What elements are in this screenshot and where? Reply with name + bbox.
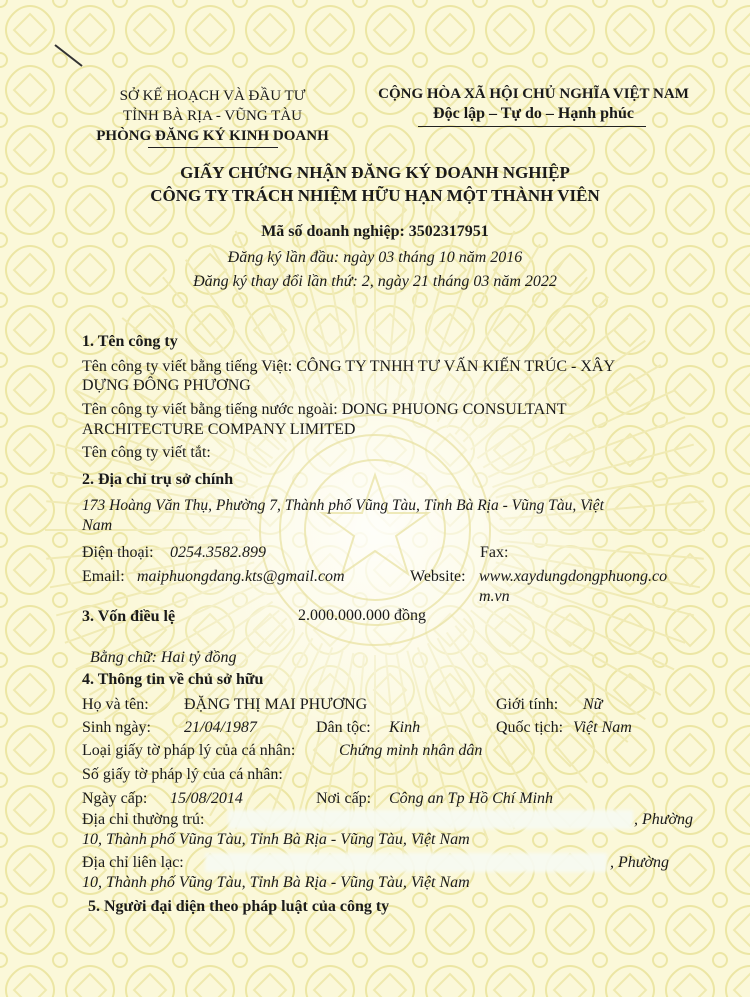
head-office-address-line2: Nam — [82, 517, 113, 534]
permanent-address-line2: 10, Thành phố Vũng Tàu, Tỉnh Bà Rịa - Vũng Tàu, Việt Nam — [82, 831, 470, 848]
phone-label: Điện thoại: — [82, 544, 154, 561]
ethnic-value: Kinh — [389, 719, 421, 736]
contact-address-label: Địa chỉ liên lạc: — [82, 854, 184, 871]
phone-value: 0254.3582.899 — [170, 544, 266, 561]
document-title-line2: CÔNG TY TRÁCH NHIỆM HỮU HẠN MỘT THÀNH VIÊN — [150, 186, 600, 205]
document-title-line1: GIẤY CHỨNG NHẬN ĐĂNG KÝ DOANH NGHIỆP — [180, 163, 570, 182]
nationality-value: Việt Nam — [573, 719, 632, 736]
section1-heading: 1. Tên công ty — [82, 333, 178, 350]
gender-label: Giới tính: — [496, 696, 559, 713]
redacted-permanent-address — [228, 810, 633, 829]
section2-heading: 2. Địa chỉ trụ sở chính — [82, 471, 234, 488]
legal-doc-number-label: Số giấy tờ pháp lý của cá nhân: — [82, 766, 283, 783]
header-left-line3: PHÒNG ĐĂNG KÝ KINH DOANH — [96, 128, 329, 144]
owner-name-value: ĐẶNG THỊ MAI PHƯƠNG — [184, 696, 368, 713]
website-label: Website: — [410, 568, 466, 585]
contact-address-tail: , Phường — [610, 854, 670, 871]
change-registration: Đăng ký thay đổi lần thứ: 2, ngày 21 tháng 03 năm 2022 — [193, 273, 557, 290]
email-label: Email: — [82, 568, 125, 585]
header-left-line2: TỈNH BÀ RỊA - VŨNG TÀU — [122, 108, 303, 124]
dob-label: Sinh ngày: — [82, 719, 151, 736]
company-name-vn-value: CÔNG TY TNHH TƯ VẤN KIẾN TRÚC - XÂY — [296, 358, 616, 375]
header-right-line2: Độc lập – Tự do – Hạnh phúc — [433, 105, 634, 122]
permanent-address-tail: , Phường — [634, 811, 694, 828]
company-name-foreign-value: DONG PHUONG CONSULTANT — [341, 401, 567, 418]
legal-doc-type-value: Chứng minh nhân dân — [339, 742, 483, 759]
company-name-foreign-line1 — [82, 400, 567, 420]
header-left-underline — [148, 147, 278, 148]
first-registration: Đăng ký lần đầu: ngày 03 tháng 10 năm 2016 — [227, 249, 523, 266]
fax-label: Fax: — [480, 544, 509, 561]
head-office-address-line1: 173 Hoàng Văn Thụ, Phường 7, Thành phố Vũng Tàu, Tỉnh Bà Rịa - Vũng Tàu, Việt — [82, 497, 604, 514]
section4-heading: 4. Thông tin về chủ sở hữu — [82, 671, 264, 688]
contact-address-line2: 10, Thành phố Vũng Tàu, Tỉnh Bà Rịa - Vũng Tàu, Việt Nam — [82, 874, 470, 891]
nationality-label: Quốc tịch: — [496, 719, 564, 736]
issue-date-label: Ngày cấp: — [82, 790, 148, 807]
company-name-vn-line1 — [82, 357, 615, 377]
company-name-foreign-label: Tên công ty viết bằng tiếng nước ngoài: — [82, 401, 342, 418]
company-name-vn-label: Tên công ty viết bằng tiếng Việt: — [82, 358, 297, 375]
issue-place-value: Công an Tp Hồ Chí Minh — [389, 790, 554, 807]
issue-date-value: 15/08/2014 — [170, 790, 243, 807]
header-right-line1: CỘNG HÒA XÃ HỘI CHỦ NGHĨA VIỆT NAM — [378, 86, 689, 102]
website-value-line1: www.xaydungdongphuong.co — [479, 568, 668, 585]
ethnic-label: Dân tộc: — [316, 719, 371, 736]
company-short-name-label: Tên công ty viết tắt: — [82, 444, 211, 461]
section3-heading: 3. Vốn điều lệ — [82, 608, 176, 625]
email-value: maiphuongdang.kts@gmail.com — [137, 568, 345, 585]
owner-name-label: Họ và tên: — [82, 696, 149, 713]
issue-place-label: Nơi cấp: — [316, 790, 372, 807]
company-name-foreign-line2: ARCHITECTURE COMPANY LIMITED — [82, 421, 356, 438]
charter-capital-words: Bằng chữ: Hai tỷ đồng — [90, 649, 237, 666]
company-name-vn-line2: DỰNG ĐÔNG PHƯƠNG — [82, 377, 251, 394]
charter-capital-amount: 2.000.000.000 đồng — [298, 607, 426, 624]
legal-doc-type-label: Loại giấy tờ pháp lý của cá nhân: — [82, 742, 296, 759]
redacted-contact-address — [205, 853, 607, 872]
header-right-underline — [418, 126, 646, 127]
header-left-line1: SỞ KẾ HOẠCH VÀ ĐẦU TƯ — [119, 88, 306, 104]
section5-heading: 5. Người đại diện theo pháp luật của công ty — [88, 898, 390, 915]
gender-value: Nữ — [583, 696, 603, 713]
permanent-address-label: Địa chỉ thường trú: — [82, 811, 205, 828]
business-code: Mã số doanh nghiệp: 3502317951 — [261, 223, 489, 240]
dob-value: 21/04/1987 — [184, 719, 257, 736]
website-value-line2: m.vn — [479, 588, 510, 605]
